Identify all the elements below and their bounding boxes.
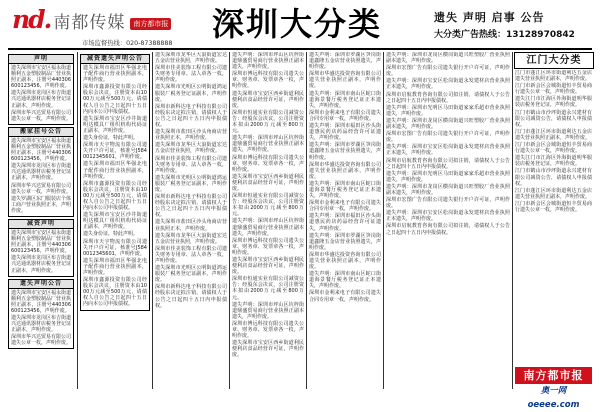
ad-entry: 遗失深圳市盐田区沙头角商店营业执照正本，声明作废。	[155, 129, 227, 142]
ad-text-block	[9, 229, 73, 276]
footer-website-link[interactable]: 奥一网oeeee.com	[527, 386, 580, 410]
ad-entry: 遗失深圳市宝安区福永街道顺利五金塑胶制品厂营业执照正副本，注册号440306600123456，声明作废。	[11, 137, 72, 163]
ad-entry: 遗失声明：深圳市坪山区坑梓街道鼎盛贸易商行营业执照正副本遗失，声明作废。	[232, 135, 304, 154]
column-1	[8, 52, 74, 389]
ad-entry: 深圳市华盛达投资咨询有限公司遗失营业执照正副本，声明作废。	[309, 251, 381, 271]
column-5	[309, 52, 381, 389]
ad-entry: 遗失声明：深圳市龙岗区横岗街道兴旺塑胶厂营业执照副本遗失，声明作废。	[386, 183, 510, 196]
masthead-title: 深圳大分类	[212, 5, 383, 43]
ad-entry: 深圳市启航教育咨询有限公司拟注销，请债权人于公告之日起四十五日内申报债权。	[386, 157, 510, 170]
ad-entry: 深圳市博远科技有限公司遗失公章、财务章、发票章各一枚，声明作废。	[232, 237, 304, 256]
ad-entry: 深圳市华兴达贸易有限公司遗失公章一枚，声明作废。	[11, 109, 72, 122]
ad-entry: 遗失声明：深圳市坪山区坑梓街道鼎盛贸易商行营业执照正副本遗失，声明作废。	[232, 301, 304, 320]
section-box-statement	[8, 54, 74, 125]
ad-entry: 遗失深圳市宝安区福永街道顺利五金塑胶制品厂营业执照正副本，注册号440306600123456，声明作废。	[11, 229, 72, 255]
ad-entry: 深圳市佳美装饰工程有限公司遗失财务专用章、法人章各一枚，声明作废。	[155, 65, 227, 84]
ad-entry: 遗失深圳市宝安区西乡街道利民便利店食品经营许可证，声明作废。	[232, 257, 304, 276]
ad-entry: 江门市新会区会城街道恒丰贸易商行遗失公章一枚，声明作废。	[515, 142, 592, 155]
ad-entry: 深圳市启航教育咨询有限公司拟注销，请债权人于公告之日起四十五日内申报债权。	[386, 91, 510, 104]
ad-entry: 江门市蓬江区环市街道利达五金店遗失营业执照正副本，声明作废。	[515, 187, 592, 200]
ad-entry: 深圳市金利来电子有限公司遗失合同专用章一枚，声明作废。	[309, 109, 381, 122]
ad-entry: 遗失深圳市宝安区西乡街道利民便利店食品经营许可证，声明作废。	[232, 90, 304, 109]
ad-entry: 江门市鹤山市沙坪街道永兴建材有限公司减资公告，请债权人申报债权。	[515, 168, 592, 187]
ad-entry: 遗失声明：深圳市罗湖区笋岗街道鑫隆五金店营业执照遗失，声明作废。	[309, 52, 381, 71]
section-header: 减资声明	[9, 220, 73, 229]
ad-entry: 深圳市新科达电子科技有限公司经股东决定拟注销，请债权人于公告之日起四十五日内申报债权。	[155, 103, 227, 129]
ad-entry: 深圳市启航教育咨询有限公司拟注销，请债权人于公告之日起四十五日内申报债权。	[386, 223, 510, 236]
column-divider	[306, 52, 307, 389]
ad-entry: 遗失声明：深圳市宝安区松岗街道永发建材店营业执照正本遗失，声明作废。	[386, 210, 510, 223]
ad-entry: 遗失深圳市宝安区沙井街道明达模具厂组织机构代码证正副本，声明作废。	[83, 115, 147, 134]
logo-mark: nd.	[12, 5, 51, 34]
ad-entry: 遗失深圳市龙华区大浪街道宏达五金店营业执照，声明作废。	[155, 232, 227, 245]
notice-title: 遗失 声明 启事 公告	[434, 11, 545, 24]
section-header: 减资遗失声明公告	[81, 55, 149, 64]
section-header: 遗失声明公告	[9, 280, 73, 289]
ad-entry: 江门市新会区会城街道恒丰贸易商行遗失公章一枚，声明作废。	[515, 83, 592, 96]
ad-entry: 遗失深圳市宝安区西乡街道利民便利店食品经营许可证，声明作废。	[232, 173, 304, 192]
ad-entry: 遗失声明：深圳市南山区蛇口街道海景餐厅税务登记证正本遗失，声明作废。	[309, 90, 381, 109]
column-7	[515, 70, 592, 365]
page-header	[0, 0, 600, 47]
column-divider	[229, 52, 230, 389]
ad-entry: 深圳市恒通实业有限公司减资公告：经股东会决议，公司注册资本拟由2000万元减至800万元。	[232, 109, 304, 135]
ad-entry: 深圳市佳美装饰工程有限公司遗失财务专用章、法人章各一枚，声明作废。	[155, 155, 227, 174]
jiangmen-section-title: 江门大分类	[514, 52, 594, 69]
ad-entry: 深圳市华兴达贸易有限公司遗失公章一枚，声明作废。	[11, 334, 72, 347]
ad-entry: 遗失深圳市宝安区沙井街道明达模具厂组织机构代码证正副本，声明作废。	[83, 212, 147, 231]
ad-entry: 遗失声明：深圳市龙岗区横岗街道兴旺塑胶厂营业执照副本遗失，声明作废。	[386, 117, 510, 131]
column-6	[386, 52, 510, 389]
ad-entry: 遗失江门市江海区外海街道明华服装店税务登记证，声明作废。	[515, 96, 592, 109]
section-header: 声明	[9, 55, 73, 64]
ad-entry: 深圳市新科达电子科技有限公司经股东决定拟注销，请债权人于公告之日起四十五日内申报债权。	[155, 194, 227, 219]
ad-entry: 深圳市鑫源投资有限公司经股东会决议，注册资本由1000万元减至500万元，请债权人自公告之日起四十五日内向本公司申报债权。	[83, 277, 147, 308]
section-box-capital-reduction	[8, 219, 74, 277]
ad-entry: 遗失深圳市盐田区沙头角商店营业执照正本，声明作废。	[155, 219, 227, 232]
ad-entry: 深圳市华盛达投资咨询有限公司遗失营业执照正副本，声明作废。	[309, 71, 381, 90]
ad-entry: 江门市新会区会城街道恒丰贸易商行遗失公章一枚，声明作废。	[515, 200, 592, 213]
ad-entry: 深圳市宏图广告有限公司遗失银行开户许可证，声明作废。	[386, 65, 510, 78]
section-header: 搬家挂号公告	[9, 128, 73, 137]
ad-entry: 深圳市天宇物流有限公司遗失开户许可证，核准号J5840012345601，声明作废。	[83, 238, 147, 257]
ad-entry: 遗失身份证，特此声明。	[83, 231, 139, 238]
ad-entry: 遗失声明：深圳市福田区沙头街道惠民药店药品经营许可证遗失，声明作废。	[309, 123, 381, 142]
ad-text-block	[9, 289, 73, 349]
section-box-notice	[80, 54, 150, 311]
column-divider	[383, 52, 384, 389]
ad-entry: 遗失声明：深圳市罗湖区笋岗街道鑫隆五金店营业执照遗失，声明作废。	[309, 142, 381, 161]
ad-entry: 深圳市博远科技有限公司遗失公章、财务章、发票章各一枚，声明作废。	[232, 154, 304, 173]
ad-entry: 遗失声明：深圳市宝安区松岗街道永发建材店营业执照正本遗失，声明作废。	[386, 144, 510, 157]
ad-entry: 遗失深圳市光明区公明街道鸿运服装厂税务登记证副本，声明作废。	[155, 174, 227, 193]
ad-entry: 遗失深圳市龙华区大浪街道宏达五金店营业执照，声明作废。	[155, 142, 227, 155]
ad-entry: 深圳市佳美装饰工程有限公司遗失财务专用章、法人章各一枚，声明作废。	[155, 245, 227, 264]
ad-entry: 遗失声明：深圳市罗湖区笋岗街道鑫隆五金店营业执照遗失，声明作废。	[309, 232, 381, 251]
ad-entry: 深圳市金利来电子有限公司遗失合同专用章一枚，声明作废。	[309, 290, 381, 303]
logo-badge: 南方都市报	[130, 18, 171, 30]
ad-entry: 遗失声明：深圳市坪山区坑梓街道鼎盛贸易商行营业执照正副本遗失，声明作废。	[232, 218, 304, 237]
ad-entry: 江门市蓬江区环市街道利达五金店遗失营业执照正副本，声明作废。	[515, 70, 592, 83]
ad-hotline: 大分类广告热线：13128970842	[434, 30, 575, 40]
ad-entry: 遗失深圳市龙华区大浪街道宏达五金店营业执照，声明作废。	[155, 52, 227, 65]
ad-entry: 遗失深圳市龙岗区布吉街道兴达通讯器材店税务登记证正副本，声明作废。	[11, 315, 72, 334]
column-2	[80, 52, 150, 389]
ad-entry: 遗失深圳市福田区华强北电子配件商行营业执照副本，声明作废。	[83, 257, 147, 276]
ad-entry: 遗失深圳市光明区公明街道鸿运服装厂税务登记证副本，声明作废。	[155, 84, 227, 103]
logo-name: 南都传媒	[53, 13, 126, 33]
ad-entry: 遗失声明：深圳市宝安区松岗街道永发建材店营业执照正本遗失，声明作废。	[386, 78, 510, 91]
brand-logo	[12, 3, 171, 33]
ad-entry: 遗失身份证，特此声明。	[83, 135, 139, 142]
ad-entry: 深圳市鑫源投资有限公司经股东会决议，注册资本由1000万元减至500万元，请债权人自公告之日起四十五日内向本公司申报债权。	[83, 180, 147, 212]
ad-entry: 遗失深圳市龙岗区布吉街道兴达通讯器材店税务登记证正副本，声明作废。	[11, 90, 72, 109]
ad-entry: 遗失声明：深圳市光明区马田街道家家乐超市营业执照遗失，声明作废。	[386, 170, 510, 183]
header-rule	[8, 48, 592, 50]
ad-entry: 遗失声明：深圳市坪山区坑梓街道鼎盛贸易商行营业执照正副本遗失，声明作废。	[232, 52, 304, 71]
footer-brand-logo: 南方都市报	[515, 367, 592, 384]
ad-entry: 遗失声明：深圳市南山区蛇口街道海景餐厅税务登记证正本遗失，声明作废。	[309, 180, 381, 200]
ad-entry: 江门市鹤山市沙坪街道永兴建材有限公司减资公告，请债权人申报债权。	[515, 109, 592, 128]
ad-text-block	[9, 64, 73, 124]
ad-entry: 深圳市华盛达投资咨询有限公司遗失营业执照正副本，声明作废。	[309, 161, 381, 180]
ad-entry: 深圳市博远科技有限公司遗失公章、财务章、发票章各一枚，声明作废。	[232, 71, 304, 90]
ad-entry: 深圳市新科达电子科技有限公司经股东决定拟注销，请债权人于公告之日起四十五日内申报债权。	[155, 284, 227, 309]
column-3	[155, 52, 227, 389]
ad-entry: 遗失江门市江海区外海街道明华服装店税务登记证，声明作废。	[515, 155, 592, 168]
ad-entry: 遗失声明：深圳市光明区马田街道家家乐超市营业执照遗失，声明作废。	[386, 104, 510, 117]
ad-entry: 遗失深圳市宝安区福永街道顺利五金塑胶制品厂营业执照正副本，注册号440306600123456，声明作废。	[11, 65, 72, 90]
ad-entry: 遗失罗湖区东门服装店个体工商户营业执照正本，声明作废。	[11, 195, 72, 214]
ad-text-block	[81, 64, 149, 310]
section-box-lost-notice	[8, 279, 74, 350]
ad-entry: 深圳市博远科技有限公司遗失公章、财务章、发票章各一枚，声明作废。	[232, 320, 304, 340]
ad-entry: 遗失深圳市福田区华强北电子配件商行营业执照副本，声明作废。	[83, 161, 147, 180]
ad-entry: 遗失深圳市龙岗区布吉街道兴达通讯器材店税务登记证正副本，声明作废。	[11, 163, 72, 182]
ad-entry: 深圳市宏图广告有限公司遗失银行开户许可证，声明作废。	[386, 197, 510, 210]
ad-entry: 遗失声明：深圳市南山区蛇口街道海景餐厅税务登记证正本遗失，声明作废。	[309, 271, 381, 290]
column-divider	[77, 52, 78, 389]
ad-entry: 遗失声明：深圳市福田区沙头街道惠民药店药品经营许可证遗失，声明作废。	[309, 213, 381, 232]
ad-entry: 深圳市恒通实业有限公司减资公告：经股东会决议，公司注册资本拟由2000万元减至800万元。	[232, 276, 304, 301]
column-4	[232, 52, 304, 389]
ad-entry: 遗失深圳市福田区华强北电子配件商行营业执照副本，声明作废。	[83, 65, 147, 84]
ad-entry: 深圳市鑫源投资有限公司经股东会决议，注册资本由1000万元减至500万元，请债权人自公告之日起四十五日内向本公司申报债权。	[83, 84, 147, 115]
ad-entry: 遗失深圳市龙岗区布吉街道兴达通讯器材店税务登记证正副本，声明作废。	[11, 255, 72, 274]
ad-entry: 江门市蓬江区环市街道利达五金店遗失营业执照正副本，声明作废。	[515, 128, 592, 141]
ad-entry: 遗失深圳市宝安区西乡街道利民便利店食品经营许可证，声明作废。	[232, 340, 304, 359]
ad-entry: 遗失深圳市宝安区福永街道顺利五金塑胶制品厂营业执照正副本，注册号440306600123456，声明作废。	[11, 289, 72, 314]
ad-entry: 深圳市天宇物流有限公司遗失开户许可证，核准号J5840012345601，声明作废。	[83, 142, 147, 161]
ad-entry: 遗失深圳市光明区公明街道鸿运服装厂税务登记证副本，声明作废。	[155, 265, 227, 284]
ad-entry: 深圳市华兴达贸易有限公司遗失公章一枚，声明作废。	[11, 182, 72, 195]
ad-entry: 深圳市金利来电子有限公司遗失合同专用章一枚，声明作废。	[309, 200, 381, 213]
ad-entry: 深圳市宏图广告有限公司遗失银行开户许可证，声明作废。	[386, 131, 510, 144]
column-divider	[512, 52, 513, 389]
ad-text-block	[9, 137, 73, 216]
market-hotline: 市场监督热线：020-87388888	[82, 40, 173, 47]
column-divider	[152, 52, 153, 389]
section-box-moving	[8, 127, 74, 217]
ad-entry: 深圳市恒通实业有限公司减资公告：经股东会决议，公司注册资本拟由2000万元减至800万元。	[232, 193, 304, 218]
ad-entry: 遗失声明：深圳市龙岗区横岗街道兴旺塑胶厂营业执照副本遗失，声明作废。	[386, 52, 510, 65]
